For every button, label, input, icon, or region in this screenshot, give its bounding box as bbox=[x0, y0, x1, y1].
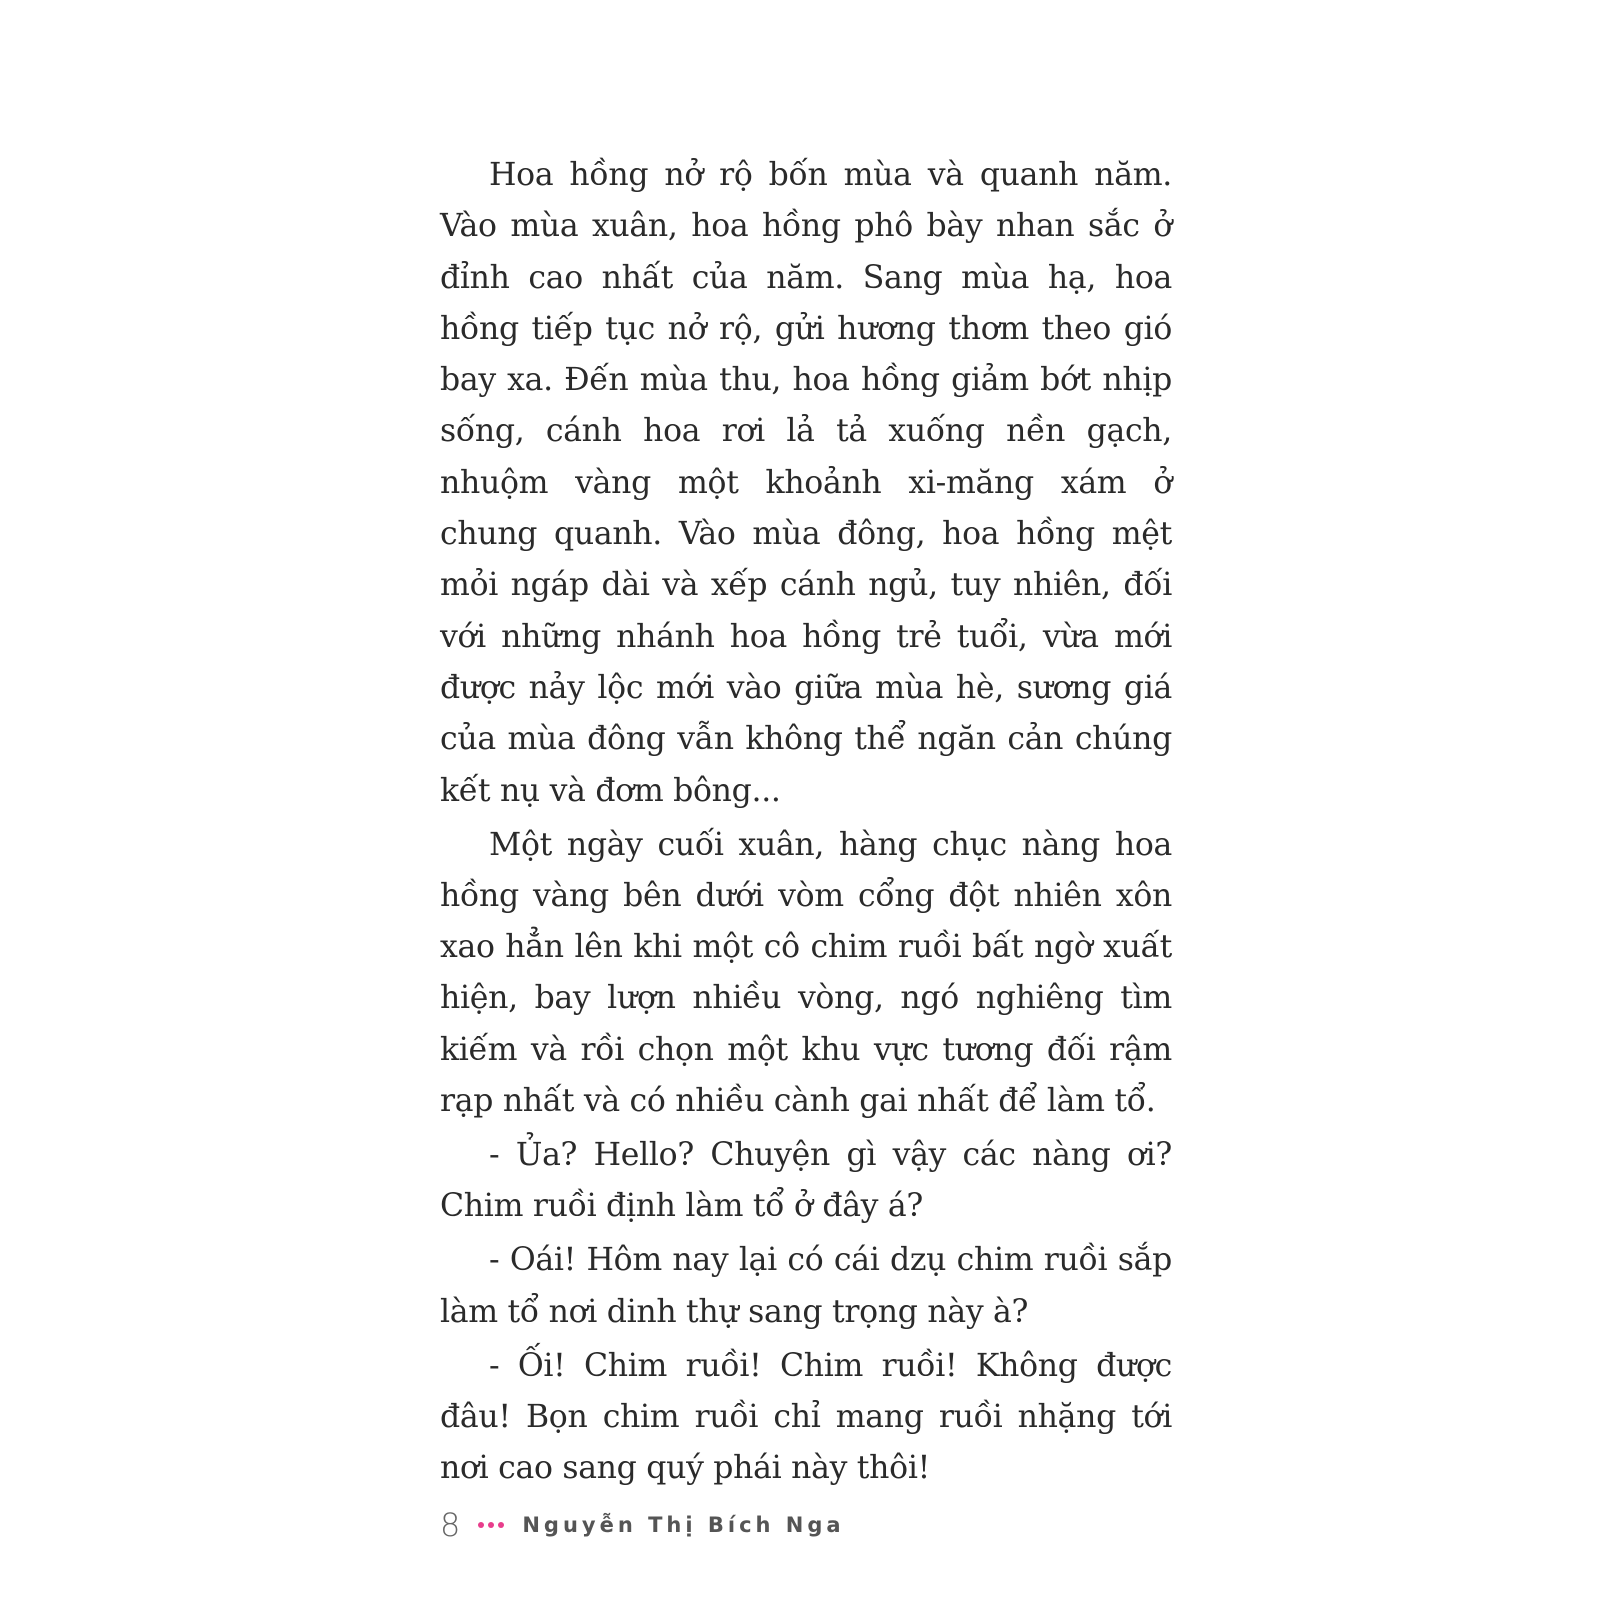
dot bbox=[498, 1522, 504, 1528]
paragraph-1: Hoa hồng nở rộ bốn mùa và quanh năm. Vào mùa xuân, hoa hồng phô bày nhan sắc ở đỉnh cao nhất của năm. Sang mùa hạ, hoa hồng tiếp tục nở rộ, gửi hương thơm theo gió bay xa. Đến mùa thu, hoa hồng giảm bớt nhịp sống, cánh hoa rơi lả tả xuống nền gạch, nhuộm vàng một khoảnh xi-măng xám ở chung quanh. Vào mùa đông, hoa hồng mệt mỏi ngáp dài và xếp cánh ngủ, tuy nhiên, đối với những nhánh hoa hồng trẻ tuổi, vừa mới được nảy lộc mới vào giữa mùa hè, sương giá của mùa đông vẫn không thể ngăn cản chúng kết nụ và đơm bông... bbox=[440, 157, 1172, 809]
page-number: 8 bbox=[440, 1506, 461, 1544]
dialogue-line-2: - Oái! Hôm nay lại có cái dzụ chim ruồi sắp làm tổ nơi dinh thự sang trọng này à? bbox=[440, 1242, 1172, 1330]
dialogue-line-1: - Ủa? Hello? Chuyện gì vậy các nàng ơi? Chim ruồi định làm tổ ở đây á? bbox=[440, 1137, 1172, 1225]
dialogue-line-3: - Ối! Chim ruồi! Chim ruồi! Không được đâu! Bọn chim ruồi chỉ mang ruồi nhặng tới nơi cao sang quý phái này thôi! bbox=[440, 1347, 1172, 1487]
author-name: Nguyễn Thị Bích Nga bbox=[522, 1513, 845, 1537]
page-footer bbox=[440, 1500, 845, 1550]
ellipsis-dots-icon bbox=[478, 1522, 504, 1528]
dot bbox=[478, 1522, 484, 1528]
body-text bbox=[440, 150, 1172, 1497]
dot bbox=[488, 1522, 494, 1528]
paragraph-2: Một ngày cuối xuân, hàng chục nàng hoa hồng vàng bên dưới vòm cổng đột nhiên xôn xao hẳn lên khi một cô chim ruồi bất ngờ xuất hiện, bay lượn nhiều vòng, ngó nghiêng tìm kiếm và rồi chọn một khu vực tương đối rậm rạp nhất và có nhiều cành gai nhất để làm tổ. bbox=[440, 826, 1172, 1120]
